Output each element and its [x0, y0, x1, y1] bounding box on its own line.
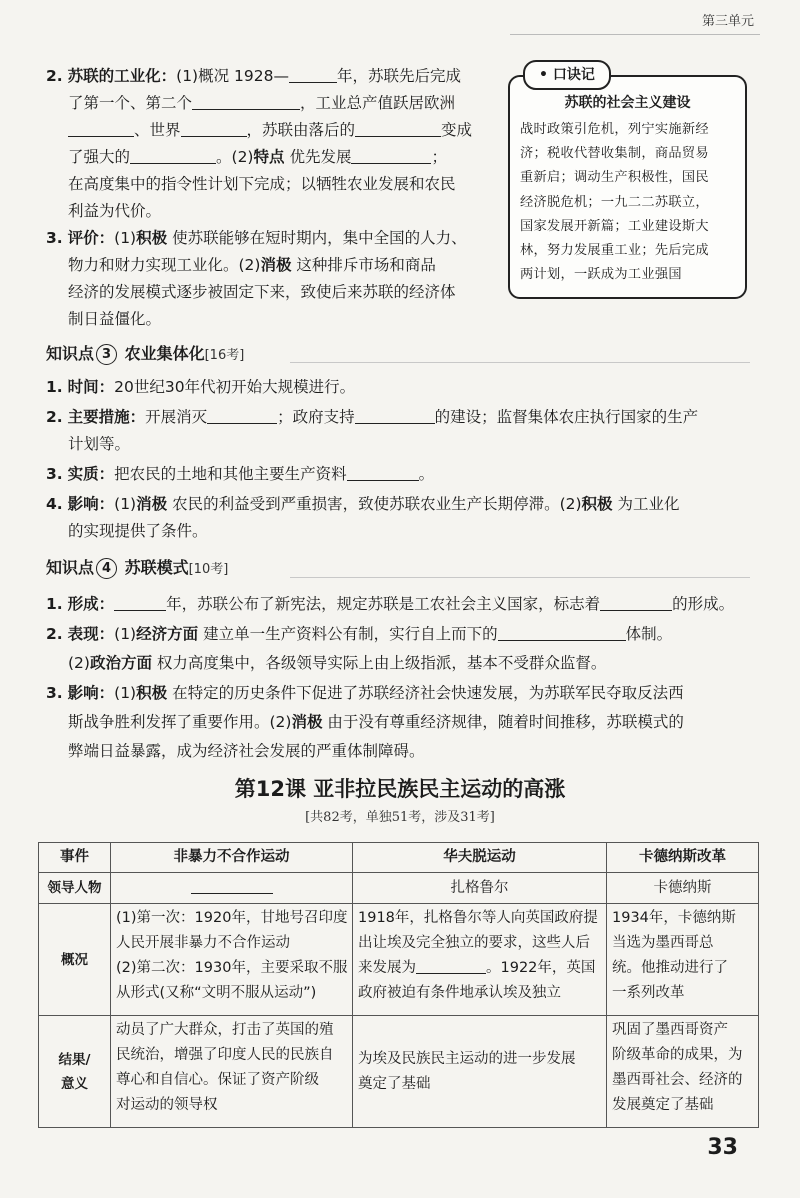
kp3-divider — [290, 362, 750, 363]
mnemonic-line: 林，努力发展重工业；先后完成 — [520, 243, 709, 258]
table-header-noncooperation: 非暴力不合作运动 — [111, 843, 353, 873]
lesson-title: 第12课 亚非拉民族民主运动的高涨 — [234, 777, 566, 801]
cell-leader-wafd: 扎格鲁尔 — [353, 873, 607, 904]
blank-priority-industry[interactable] — [351, 147, 431, 164]
kp4-item-3-cont: 斯战争胜利发挥了重要作用。(2)消极 由于没有尊重经济规律，随着时间推移，苏联模式的 — [68, 713, 684, 731]
mnemonic-line: 两计划，一跃成为工业强国 — [520, 267, 682, 283]
blank-essence[interactable] — [347, 464, 419, 481]
cell-result-cardenas: 巩固了墨西哥资产 阶级革命的成果，为 墨西哥社会、经济的 发展奠定了基础 — [607, 1016, 759, 1128]
s3-line-2: 物力和财力实现工业化。(2)消极 这种排斥市场和商品 — [68, 256, 436, 274]
row-label-leader: 领导人物 — [39, 873, 111, 904]
s2-line-6: 利益为代价。 — [68, 202, 162, 220]
s3-line-4: 制日益僵化。 — [68, 310, 162, 328]
kp4-divider — [290, 577, 750, 578]
blank-backward-state[interactable] — [355, 120, 441, 137]
cell-overview-wafd: 1918年，扎格鲁尔等人向英国政府提 出让埃及完全独立的要求，这些人后 来发展为 。1922年，英国 政府被迫有条件地承认埃及独立 — [353, 904, 607, 1016]
table-row-overview — [39, 904, 759, 1016]
kp4-item-3: 3. 影响：(1)积极 在特定的历史条件下促进了苏联经济社会快速发展，为苏联军民夺取反法西 — [46, 684, 684, 702]
page-number: 33 — [707, 1135, 738, 1160]
kp4-item-1: 1. 形成： 年，苏联公布了新宪法，规定苏联是工农社会主义国家，标志着 的形成。 — [46, 595, 735, 613]
mnemonic-line: 经济脱危机；一九二二苏联立， — [520, 194, 709, 210]
blank-europe-rank[interactable] — [68, 120, 134, 137]
s3-line-1: 3. 评价：(1)积极 使苏联能够在短时期内，集中全国的人力、 — [46, 229, 467, 247]
mnemonic-line: 国家发展开新篇；工业建设斯大 — [520, 218, 709, 234]
s2-line-5: 在高度集中的指令性计划下完成；以牺牲农业发展和农民 — [68, 175, 456, 193]
cell-leader-cardenas: 卡德纳斯 — [607, 873, 759, 904]
kp3-item-4: 4. 影响：(1)消极 农民的利益受到严重损害，致使苏联农业生产长期停滞。(2)积极 为工业化 — [46, 495, 680, 513]
mnemonic-line: 重新启；调动生产积极性，国民 — [520, 170, 709, 186]
table-header-row — [39, 843, 759, 873]
blank-leader-name[interactable] — [191, 877, 273, 894]
s2-line-3: 、世界 ，苏联由落后的 变成 — [68, 118, 472, 143]
blank-five-year-plans[interactable] — [192, 93, 300, 110]
s2-line-4: 了强大的 。(2)特点 优先发展 ； — [68, 148, 447, 166]
mnemonic-tab: • 口诀记 — [523, 60, 611, 90]
table-header-wafd: 华夫脱运动 — [353, 843, 607, 873]
table-header-event: 事件 — [39, 843, 111, 873]
knowledge-point-4-header: 知识点 4 苏联模式[10考] — [46, 558, 229, 577]
kp3-item-2-cont: 计划等。 — [68, 435, 131, 453]
kp4-item-2: 2. 表现：(1)经济方面 建立单一生产资料公有制，实行自上而下的 体制。 — [46, 625, 673, 643]
row-label-result: 结果/ 意义 — [39, 1016, 111, 1128]
blank-planning-system[interactable] — [498, 624, 626, 641]
unit-label: 第三单元 — [701, 14, 754, 29]
s2-line-1: 2. 苏联的工业化：(1)概况 1928— 年，苏联先后完成 — [46, 67, 461, 85]
blank-strong-state[interactable] — [130, 147, 216, 164]
s2-line-2: 了第一个、第二个 ，工业总产值跃居欧洲 — [68, 94, 456, 112]
cell-overview-noncooperation: (1)第一次：1920年，甘地号召印度 人民开展非暴力不合作运动 (2)第二次：1930年，主要采取不服 从形式(又称“文明不服从运动”) — [111, 904, 353, 1016]
table-row-result — [39, 1016, 759, 1128]
table-row-leader — [39, 873, 759, 904]
kp3-item-3: 3. 实质：把农民的土地和其他主要生产资料 。 — [46, 465, 435, 483]
blank-constitution-year[interactable] — [114, 594, 166, 611]
mnemonic-line: 战时政策引危机，列宁实施新经 — [520, 122, 709, 137]
cell-result-wafd: 为埃及民族民主运动的进一步发展 奠定了基础 — [353, 1016, 607, 1128]
knowledge-point-3-header: 知识点 3 农业集体化[16考] — [46, 344, 245, 363]
row-label-overview: 概况 — [39, 904, 111, 1016]
cell-overview-cardenas: 1934年，卡德纳斯 当选为墨西哥总 统。他推动进行了 一系列改革 — [607, 904, 759, 1016]
kp4-item-3-cont-2: 弊端日益暴露，成为经济社会发展的严重体制障碍。 — [68, 742, 425, 760]
kp3-item-2: 2. 主要措施：开展消灭 ；政府支持 的建设；监督集体农庄执行国家的生产 — [46, 408, 699, 426]
header-divider — [510, 34, 760, 35]
s3-line-3: 经济的发展模式逐步被固定下来，致使后来苏联的经济体 — [68, 283, 456, 301]
blank-world-rank[interactable] — [181, 120, 247, 137]
cell-leader-noncooperation — [111, 873, 353, 904]
cell-result-noncooperation: 动员了广大群众，打击了英国的殖 民统治，增强了印度人民的民族自 尊心和自信心。保证了资产阶级 对运动的领导权 — [111, 1016, 353, 1128]
kp4-item-2-cont: (2)政治方面 权力高度集中，各级领导实际上由上级指派，基本不受群众监督。 — [68, 654, 607, 672]
blank-wafd-party[interactable] — [416, 957, 486, 974]
blank-eliminate-target[interactable] — [207, 407, 277, 424]
mnemonic-line: 济；税收代替收集制，商品贸易 — [520, 146, 709, 162]
kp3-item-1: 1. 时间：20世纪30年代初开始大规模进行。 — [46, 378, 356, 396]
movements-table — [38, 842, 759, 1128]
blank-end-year[interactable] — [289, 66, 337, 83]
table-header-cardenas: 卡德纳斯改革 — [607, 843, 759, 873]
kp3-item-4-cont: 的实现提供了条件。 — [68, 522, 208, 540]
lesson-exam-count: [共82考，单独51考，涉及31考] — [305, 810, 495, 825]
blank-support-target[interactable] — [355, 407, 435, 424]
blank-model-name[interactable] — [600, 594, 672, 611]
mnemonic-title: 苏联的社会主义建设 — [564, 95, 691, 111]
